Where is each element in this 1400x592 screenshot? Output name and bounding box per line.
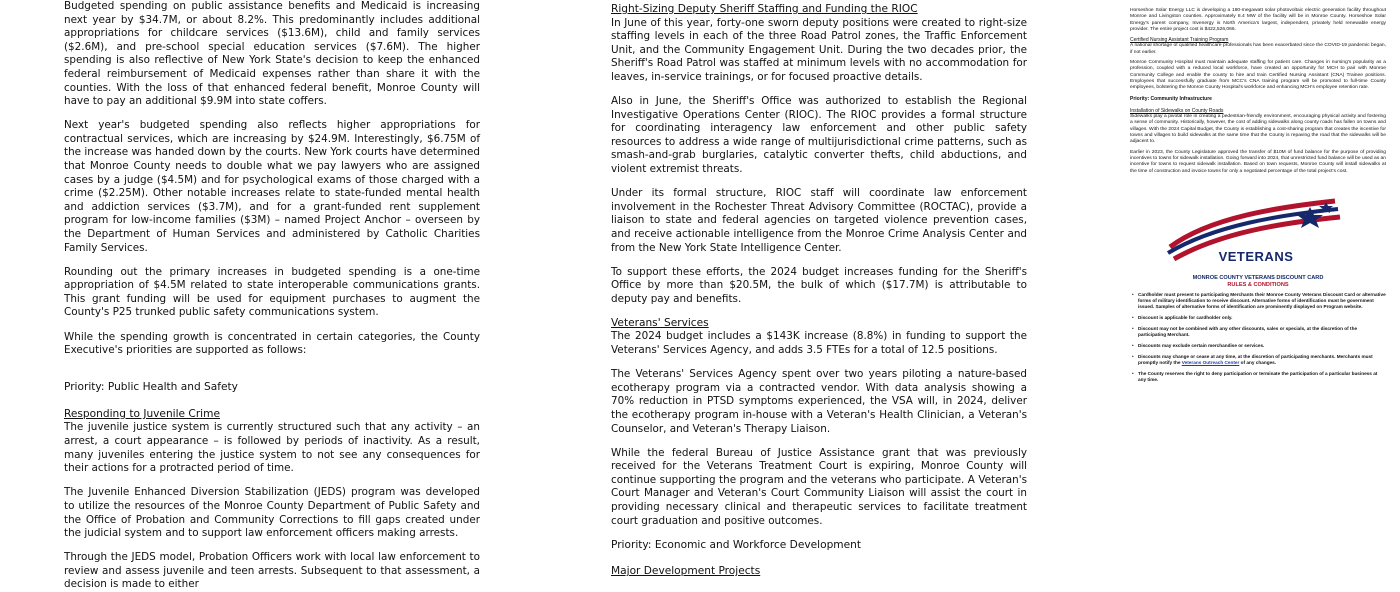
left-column [64,0,480,591]
rule-item: • Cardholder must present to participating Merchants their Monroe County Veterans Discount Card or alternative forms of military identification to receive discount. Alternative forms of identification must be government issued. Samples of alternative forms of identification are prominently displayed on Program website. [1134,292,1386,309]
sub-heading-juvenile-crime: Responding to Juvenile Crime [64,407,220,420]
spacer [64,368,480,381]
sub-heading-major-development: Major Development Projects [611,565,761,578]
veterans-logo-text: VETERANS [1218,248,1294,264]
rule-item [1134,354,1386,365]
paragraph-cna-shortage: A national shortage of qualified healthcare professionals has been exacerbated since the COVID-19 pandemic began, if not earlier. [1130,43,1386,55]
spacer [64,395,480,408]
paragraph-sidewalks: Sidewalks play a pivotal role in creating a pedestrian-friendly environment, encouraging physical activity and fostering a sense of community. Historically, however, the cost of adding sidewalks along county roads has fallen on towns and villages. With the 2024 Capital Budget, the County is establishing a cost-sharing program that creates the incentive for towns and villages to build sidewalks at the same time that the County is repaving the road that the sidewalks will be adjacent to. [1130,114,1386,145]
rule-item: • Discount is applicable for cardholder only. [1134,315,1386,321]
veterans-outreach-link[interactable]: Veterans Outreach Center [1181,360,1240,366]
paragraph-rioc-structure: Under its formal structure, RIOC staff will coordinate law enforcement involvement in the Rochester Threat Advisory Committee (ROCTAC), provide a liaison to state and federal agencies on targeted violence prevention cases, and receive actionable intelligence from the Monroe Crime Analysis Center and from the New York State Intelligence Center. [611,187,1027,254]
sub-heading-veterans-services: Veterans' Services [611,316,709,329]
rule-text: Discounts may change or cease at any time, at the discretion of participating merchants. Merchants must promptly notify the [1138,354,1373,366]
right-column [1130,0,1386,500]
paragraph-juvenile-justice: The juvenile justice system is currently structured such that any activity – an arrest, a court appearance – is followed by periods of inactivity. As a result, many juveniles entering the justice system to not see any consequences for their actions for a protracted period of time. [64,421,480,475]
paragraph-sidewalks-funding: Earlier in 2023, the County Legislature approved the transfer of $10M of fund balance for the purpose of providing incentives to towns for sidewalk installation. Going forward into 2024, that unrestricted fund balance will be used as an incentive for towns to request sidewalk installation. Based on town requests, Monroe County will install sidewalks at the time of construction and invoice towns for only a negotiated percentage of the total project's cost. [1130,149,1386,174]
paragraph-rioc: Also in June, the Sheriff's Office was authorized to establish the Regional Investigative Operations Center (RIOC). The RIOC provides a formal structure for coordinating interagency law enforcement and other public safety resources to address a wide range of multijurisdictional crime patterns, such as smash-and-grab burglaries, catalytic converter thefts, child abductions, and violent extremist threats. [611,95,1027,176]
discount-card-title: MONROE COUNTY VETERANS DISCOUNT CARD [1192,274,1324,281]
sub-heading-cna-program: Certified Nursing Assistant Training Program [1130,37,1229,44]
middle-column [611,0,1027,578]
paragraph-interoperable-communications: Rounding out the primary increases in budgeted spending is a one-time appropriation of $4.5M related to state interoperable communications grants. This grant funding will be used for equipment purchases to augment the County's P25 trunked public safety communications system. [64,265,480,319]
paragraph-sheriff-funding: To support these efforts, the 2024 budget increases funding for the Sheriff's Office by more than $20.5M, the bulk of which ($17.7M) is attributable to deputy pay and benefits. [611,265,1027,305]
discount-card-subtitle: RULES & CONDITIONS [1227,281,1289,288]
paragraph-contractual-services: Next year's budgeted spending also reflects higher appropriations for contractual services, which are increasing by $24.9M. Interestingly, $6.75M of the increase was handed down by the courts. New York courts have determined that Monroe County needs to double what we pay lawyers who are assigned cases by a judge ($4.5M) and for psychological exams of those charged with a crime ($2.25M). Other notable increases relate to state-funded mental health and addiction services ($3.7M), and for a grant-funded rent supplement program for low-income families ($3M) – named Project Anchor – overseen by the Department of Human Services and administered by Catholic Charities Family Services. [64,119,480,254]
priority-heading-community-infrastructure: Priority: Community Infrastructure [1130,95,1212,102]
paragraph-cna-hospital: Monroe Community Hospital must maintain adequate staffing for patient care. Changes in nursing's popularity as a profession, coupled with a reduced local workforce, have created an opportunity for MCH to pair with Monroe Community College and enable the county to hire and train Certified Nursing Assistant (CNA) Trainee positions. Employees that successfully graduate from MCC's CNA training program will be promoted to full-time County employees, bolstering the Monroe County Hospital's workforce and enhancing MCH's employee retention rate. [1130,60,1386,91]
paragraph-priorities-intro: While the spending growth is concentrated in certain categories, the County Executive's priorities are supported as follows: [64,330,480,357]
rule-item: • Discounts may exclude certain merchandise or services. [1134,343,1386,349]
sub-heading-deputy-staffing-rioc: Right-Sizing Deputy Sheriff Staffing and Funding the RIOC [611,3,918,15]
paragraph-deputy-positions: In June of this year, forty-one sworn deputy positions were created to right-size staffing levels in each of the three Road Patrol zones, the Traffic Enforcement Unit, and the Community Engagement Unit. During the two decades prior, the Sheriff's Road Patrol was staffed at minimum levels with no accommodation for leaves, in-service trainings, or for focused proactive details. [611,16,1027,83]
veterans-logo [1130,197,1386,273]
paragraph-horseshoe-solar: Horseshoe Solar Energy LLC is developing a 180-megawatt solar photovoltaic electric generation facility throughout Monroe and Livingston counties. Approximately 8.4 MW of the facility will be in Monroe County. Horseshoe Solar Energy's parent company, Invenergy is North America's largest, independent, privately held renewable energy provider. The entire project cost is $422,526,066. [1130,8,1386,32]
rule-tail: of any changes. [1240,360,1277,366]
paragraph-jeds-program: The Juvenile Enhanced Diversion Stabilization (JEDS) program was developed to utilize the resources of the Monroe County Department of Public Safety and the Office of Probation and Community Corrections to fill gaps created under the judicial system and to support law enforcement officers making arrests. [64,486,480,540]
spacer [1130,0,1386,8]
paragraph-public-assistance: Budgeted spending on public assistance benefits and Medicaid is increasing next year by $34.7M, or about 8.2%. This predominantly includes additional appropriations for childcare services ($13.6M), child and family services ($2.6M), and pre-school special education services ($7.6M). The higher spending is also reflective of New York State's decision to keep the enhanced federal reimbursement of Medicaid expenses rather than share it with the counties. With the loss of that enhanced federal benefit, Monroe County will have to pay an additional $9.9M into state coffers. [64,0,480,108]
paragraph-jeds-model: Through the JEDS model, Probation Officers work with local law enforcement to review and assess juvenile and teen arrests. Subsequent to that assessment, a decision is made to either [64,551,480,591]
rule-item: • The County reserves the right to deny participation or terminate the participation of a particular business at any time. [1134,371,1386,382]
sub-heading-sidewalks: Installation of Sidewalks on County Roads [1130,107,1224,114]
priority-heading-economic-workforce: Priority: Economic and Workforce Development [611,538,862,551]
paragraph-veterans-court: While the federal Bureau of Justice Assistance grant that was previously received for the Veterans Treatment Court is expiring, Monroe County will continue supporting the program and the veterans who participate. A Veteran's Court Manager and Veteran's Court Community Liaison will assist the court in providing necessary clinical and therapeutic services to facilitate treatment court graduation and positive outcomes. [611,446,1027,527]
priority-heading-public-health-safety: Priority: Public Health and Safety [64,381,238,394]
rule-item: • Discount may not be combined with any other discounts, sales or specials, at the discretion of the participating Merchant. [1134,326,1386,337]
rules-list [1130,292,1386,382]
paragraph-ecotherapy: The Veterans' Services Agency spent over two years piloting a nature-based ecotherapy program via a contracted vendor. With data analysis showing a 70% reduction in PTSD symptoms experienced, the VSA will, in 2024, deliver the ecotherapy program in-house with a Veteran's Health Clinician, a Veteran's Counselor, and Veteran's Therapy Liaison. [611,368,1027,435]
paragraph-veterans-budget: The 2024 budget includes a $143K increase (8.8%) in funding to support the Veterans' Services Agency, and adds 3.5 FTEs for a total of 12.5 positions. [611,330,1027,357]
